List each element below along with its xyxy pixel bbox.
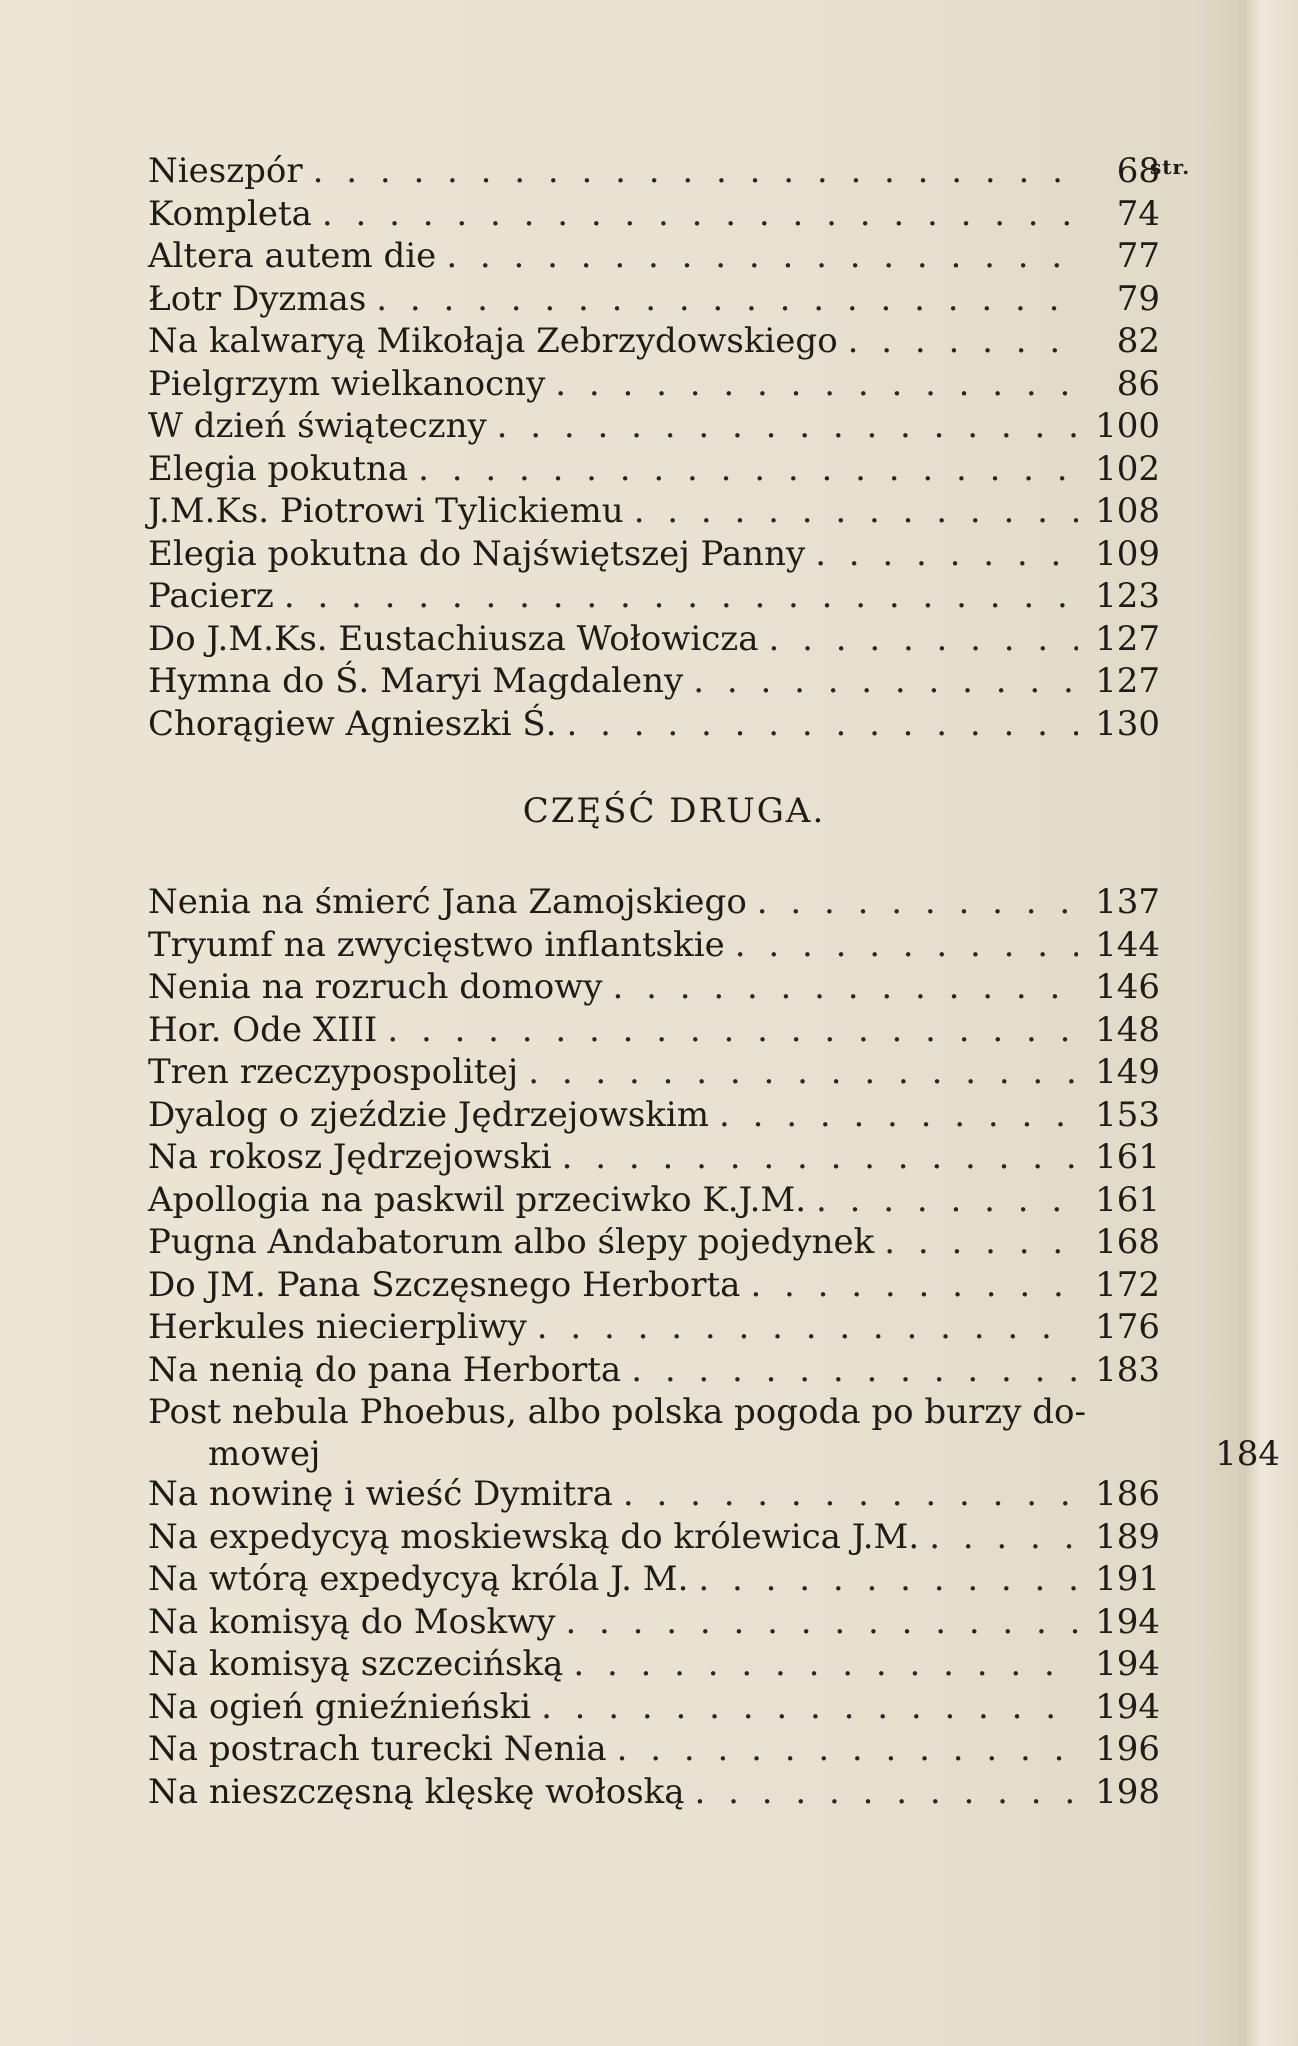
dot-leader bbox=[418, 448, 1078, 490]
dot-leader bbox=[757, 881, 1078, 923]
part-two-list-continued bbox=[148, 1473, 1160, 1813]
toc-entry-page: 184 bbox=[1215, 1434, 1280, 1474]
toc-entry bbox=[148, 363, 1160, 406]
toc-entry-title: Pacierz bbox=[148, 576, 274, 616]
dot-leader bbox=[698, 1558, 1078, 1600]
dot-leader bbox=[573, 1643, 1078, 1685]
toc-entry-title: J.M.Ks. Piotrowi Tylickiemu bbox=[148, 491, 624, 531]
toc-entry-page: 149 bbox=[1095, 1052, 1160, 1092]
toc-entry-title: Pielgrzym wielkanocny bbox=[148, 363, 546, 404]
toc-entry-page: 183 bbox=[1095, 1349, 1160, 1390]
toc-entry bbox=[148, 1051, 1160, 1094]
dot-leader bbox=[567, 703, 1078, 745]
toc-entry-title: Altera autem die bbox=[148, 236, 437, 276]
toc-entry bbox=[148, 924, 1160, 967]
dot-leader bbox=[884, 1221, 1078, 1263]
dot-leader bbox=[528, 1051, 1078, 1093]
facing-page-edge bbox=[1246, 0, 1298, 2046]
toc-entry-title: Do JM. Pana Szczęsnego Herborta bbox=[148, 1264, 741, 1305]
toc-entry bbox=[148, 1136, 1160, 1179]
toc-entry-page: 186 bbox=[1095, 1474, 1160, 1514]
toc-entry bbox=[148, 193, 1160, 236]
dot-leader bbox=[537, 1306, 1078, 1348]
dot-leader bbox=[446, 235, 1078, 277]
toc-entry-page: 196 bbox=[1095, 1729, 1160, 1769]
toc-entry-title: Nenia na rozruch domowy bbox=[148, 967, 603, 1007]
dot-leader bbox=[719, 1094, 1078, 1136]
dot-leader bbox=[929, 1516, 1078, 1558]
toc-entry bbox=[148, 235, 1160, 278]
toc-entry bbox=[148, 1009, 1160, 1052]
dot-leader bbox=[376, 278, 1078, 320]
toc-entry bbox=[148, 405, 1160, 448]
toc-entry-title: Apollogia na paskwil przeciwko K.J.M. bbox=[148, 1179, 807, 1220]
toc-entry-page: 123 bbox=[1095, 576, 1160, 616]
dot-leader bbox=[693, 660, 1078, 702]
toc-entry bbox=[148, 1558, 1160, 1601]
toc-entry bbox=[148, 320, 1160, 363]
toc-entry-title: W dzień świąteczny bbox=[148, 406, 487, 446]
toc-entry bbox=[148, 150, 1160, 193]
part-one-list bbox=[148, 150, 1160, 745]
toc-entry bbox=[148, 618, 1160, 661]
dot-leader bbox=[284, 575, 1078, 617]
toc-entry-page: 86 bbox=[1116, 363, 1160, 404]
toc-entry-page: 168 bbox=[1095, 1222, 1160, 1262]
dot-leader bbox=[565, 1601, 1078, 1643]
dot-leader bbox=[387, 1009, 1078, 1051]
toc-entry bbox=[148, 1601, 1160, 1644]
toc-entry-title: Kompleta bbox=[148, 193, 312, 234]
dot-leader bbox=[816, 1179, 1078, 1221]
toc-entry-title: Chorągiew Agnieszki Ś. bbox=[148, 703, 557, 744]
toc-entry bbox=[148, 1221, 1160, 1264]
toc-entry-page: 79 bbox=[1116, 278, 1160, 319]
toc-entry bbox=[148, 660, 1160, 703]
toc-entry bbox=[148, 533, 1160, 576]
toc-entry-title: Dyalog o zjeździe Jędrzejowskim bbox=[148, 1094, 709, 1135]
toc-entry-title: Na kalwaryą Mikołaja Zebrzydowskiego bbox=[148, 321, 838, 361]
toc-entry-title: Pugna Andabatorum albo ślepy pojedynek bbox=[148, 1222, 875, 1262]
dot-leader bbox=[612, 966, 1078, 1008]
toc-entry-page: 189 bbox=[1095, 1516, 1160, 1557]
toc-entry-title: Elegia pokutna do Najświętszej Panny bbox=[148, 533, 806, 574]
toc-entry bbox=[148, 1686, 1160, 1729]
toc-entry bbox=[148, 1643, 1160, 1686]
toc-entry-page: 194 bbox=[1095, 1686, 1160, 1727]
toc-entry-page: 74 bbox=[1116, 193, 1160, 234]
toc-entry-title: Nenia na śmierć Jana Zamojskiego bbox=[148, 882, 747, 922]
toc-entry-page: 100 bbox=[1095, 406, 1160, 446]
toc-entry bbox=[148, 1094, 1160, 1137]
part-two-list bbox=[148, 881, 1160, 1391]
toc-entry-continuation-line bbox=[148, 1433, 1280, 1475]
toc-entry-page: 153 bbox=[1095, 1094, 1160, 1135]
toc-entry bbox=[148, 1349, 1160, 1392]
toc-entry-title: Herkules niecierpliwy bbox=[148, 1307, 527, 1347]
table-of-contents bbox=[148, 150, 1280, 1813]
dot-leader bbox=[695, 1771, 1078, 1813]
toc-entry-page: 194 bbox=[1095, 1601, 1160, 1642]
toc-entry bbox=[148, 1771, 1160, 1814]
toc-entry-page: 148 bbox=[1095, 1009, 1160, 1050]
dot-leader bbox=[815, 533, 1078, 575]
toc-entry bbox=[148, 1516, 1160, 1559]
dot-leader bbox=[768, 618, 1078, 660]
toc-entry bbox=[148, 490, 1160, 533]
dot-leader bbox=[313, 150, 1078, 192]
toc-entry bbox=[148, 1179, 1160, 1222]
toc-entry-page: 137 bbox=[1095, 882, 1160, 922]
toc-entry-title: Nieszpór bbox=[148, 151, 303, 191]
toc-entry-page: 161 bbox=[1095, 1179, 1160, 1220]
toc-entry-title: Na ogień gnieźnieński bbox=[148, 1686, 532, 1727]
toc-entry-title: Tren rzeczypospolitej bbox=[148, 1052, 519, 1092]
toc-entry-title-continuation: mowej bbox=[208, 1434, 321, 1474]
toc-entry-page: 77 bbox=[1116, 236, 1160, 276]
toc-entry bbox=[148, 703, 1160, 746]
page-column-label: str. bbox=[1150, 155, 1191, 179]
toc-entry bbox=[148, 966, 1160, 1009]
toc-entry-page: 109 bbox=[1095, 533, 1160, 574]
toc-entry-page: 127 bbox=[1095, 661, 1160, 701]
toc-entry-page: 146 bbox=[1095, 967, 1160, 1007]
section-heading: CZĘŚĆ DRUGA. bbox=[522, 791, 826, 831]
dot-leader bbox=[634, 490, 1078, 532]
toc-entry-page: 198 bbox=[1095, 1771, 1160, 1812]
toc-entry-page: 68 bbox=[1116, 151, 1160, 191]
dot-leader bbox=[562, 1136, 1078, 1178]
toc-entry bbox=[148, 1728, 1160, 1771]
toc-entry-page: 176 bbox=[1095, 1307, 1160, 1347]
toc-entry bbox=[148, 1264, 1160, 1307]
toc-entry-title: Post nebula Phoebus, albo polska pogoda po burzy do- bbox=[148, 1392, 1086, 1432]
dot-leader bbox=[848, 320, 1078, 362]
toc-entry-title: Na komisyą do Moskwy bbox=[148, 1601, 556, 1642]
dot-leader bbox=[750, 1264, 1078, 1306]
toc-entry-title: Hor. Ode XIII bbox=[148, 1009, 378, 1050]
toc-entry-title: Na rokosz Jędrzejowski bbox=[148, 1137, 552, 1177]
dot-leader bbox=[322, 193, 1078, 235]
toc-entry-title: Na expedycyą moskiewską do królewica J.M. bbox=[148, 1516, 920, 1557]
toc-entry-title: Tryumf na zwycięstwo inflantskie bbox=[148, 924, 725, 965]
toc-entry-page: 172 bbox=[1095, 1264, 1160, 1305]
toc-entry-title: Na nenią do pana Herborta bbox=[148, 1349, 622, 1390]
toc-entry bbox=[148, 575, 1160, 618]
toc-entry-page: 130 bbox=[1095, 703, 1160, 744]
dot-leader bbox=[541, 1686, 1078, 1728]
toc-entry bbox=[148, 1306, 1160, 1349]
toc-entry-page: 191 bbox=[1095, 1559, 1160, 1599]
toc-entry-page: 161 bbox=[1095, 1137, 1160, 1177]
toc-entry bbox=[148, 1473, 1160, 1516]
toc-entry bbox=[148, 448, 1160, 491]
dot-leader bbox=[631, 1349, 1078, 1391]
dot-leader bbox=[623, 1473, 1078, 1515]
toc-entry-title: Na wtórą expedycyą króla J. M. bbox=[148, 1559, 689, 1599]
toc-entry-title: Na nieszczęsną klęskę wołoską bbox=[148, 1771, 685, 1812]
toc-entry-title: Na komisyą szczecińską bbox=[148, 1644, 564, 1684]
toc-entry-title: Na postrach turecki Nenia bbox=[148, 1729, 607, 1769]
toc-entry-page: 108 bbox=[1095, 491, 1160, 531]
toc-entry-page: 127 bbox=[1095, 618, 1160, 659]
toc-entry-page: 82 bbox=[1116, 321, 1160, 361]
toc-entry-page: 102 bbox=[1095, 448, 1160, 489]
toc-entry-title: Łotr Dyzmas bbox=[148, 278, 367, 319]
toc-entry-page: 194 bbox=[1095, 1644, 1160, 1684]
dot-leader bbox=[555, 363, 1078, 405]
toc-entry-title: Na nowinę i wieść Dymitra bbox=[148, 1474, 613, 1514]
toc-entry-title: Elegia pokutna bbox=[148, 448, 409, 489]
toc-entry-page: 144 bbox=[1095, 924, 1160, 965]
toc-entry bbox=[148, 881, 1160, 924]
toc-entry bbox=[148, 278, 1160, 321]
dot-leader bbox=[735, 924, 1078, 966]
toc-entry-wrapped bbox=[148, 1391, 1280, 1474]
toc-entry-title: Hymna do Ś. Maryi Magdaleny bbox=[148, 661, 684, 701]
toc-entry-title: Do J.M.Ks. Eustachiusza Wołowicza bbox=[148, 618, 759, 659]
dot-leader bbox=[497, 405, 1078, 447]
dot-leader bbox=[617, 1728, 1078, 1770]
